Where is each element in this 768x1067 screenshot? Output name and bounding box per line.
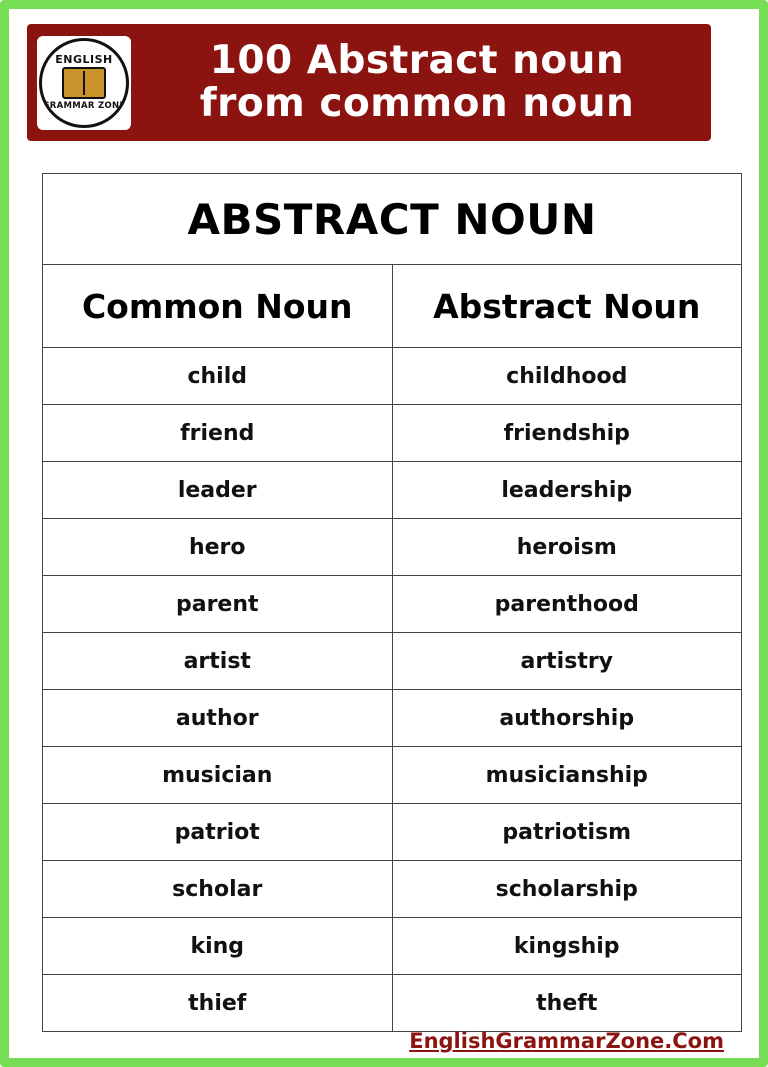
common-noun-cell: artist: [43, 633, 393, 690]
common-noun-cell: child: [43, 348, 393, 405]
table-row: [43, 633, 742, 690]
logo-bottom-text: GRAMMAR ZONE: [42, 101, 126, 112]
poster-inner: [18, 18, 750, 1053]
common-noun-cell: author: [43, 690, 393, 747]
common-noun-cell: parent: [43, 576, 393, 633]
common-noun-cell: musician: [43, 747, 393, 804]
brand-logo: [37, 36, 131, 130]
table-row: [43, 918, 742, 975]
common-noun-cell: thief: [43, 975, 393, 1032]
logo-circle: [39, 38, 129, 128]
table-title-row: [43, 174, 742, 265]
site-credit: EnglishGrammarZone.Com: [409, 1029, 724, 1053]
common-noun-cell: scholar: [43, 861, 393, 918]
abstract-noun-cell: childhood: [392, 348, 742, 405]
common-noun-cell: king: [43, 918, 393, 975]
table-row: [43, 576, 742, 633]
common-noun-cell: hero: [43, 519, 393, 576]
table-row: [43, 804, 742, 861]
page-title: [131, 40, 711, 124]
abstract-noun-cell: friendship: [392, 405, 742, 462]
abstract-noun-cell: heroism: [392, 519, 742, 576]
page-title-line-2: from common noun: [199, 80, 635, 126]
table-row: [43, 519, 742, 576]
table-row: [43, 861, 742, 918]
table-row: [43, 348, 742, 405]
table-row: [43, 975, 742, 1032]
common-noun-cell: leader: [43, 462, 393, 519]
table-row: [43, 747, 742, 804]
table-row: [43, 690, 742, 747]
abstract-noun-cell: artistry: [392, 633, 742, 690]
abstract-noun-cell: kingship: [392, 918, 742, 975]
table-header-row: [43, 265, 742, 348]
abstract-noun-cell: theft: [392, 975, 742, 1032]
abstract-noun-cell: patriotism: [392, 804, 742, 861]
abstract-noun-cell: parenthood: [392, 576, 742, 633]
abstract-noun-cell: scholarship: [392, 861, 742, 918]
common-noun-cell: patriot: [43, 804, 393, 861]
abstract-noun-cell: leadership: [392, 462, 742, 519]
noun-table-container: [42, 173, 742, 1032]
page-title-line-1: 100 Abstract noun: [209, 38, 625, 84]
table-row: [43, 462, 742, 519]
column-header-abstract-noun: Abstract Noun: [392, 265, 742, 348]
abstract-noun-cell: authorship: [392, 690, 742, 747]
header-banner: [27, 24, 711, 141]
noun-table: [42, 173, 742, 1032]
common-noun-cell: friend: [43, 405, 393, 462]
table-title: ABSTRACT NOUN: [43, 174, 742, 265]
abstract-noun-cell: musicianship: [392, 747, 742, 804]
column-header-common-noun: Common Noun: [43, 265, 393, 348]
open-book-icon: [62, 67, 106, 99]
logo-top-text: ENGLISH: [55, 53, 113, 67]
table-row: [43, 405, 742, 462]
